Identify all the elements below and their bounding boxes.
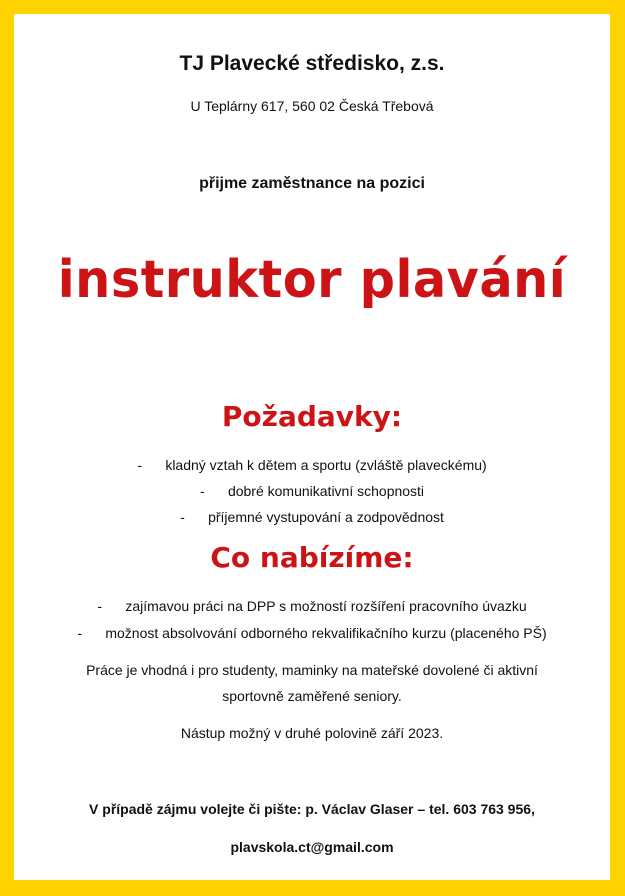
start-date: Nástup možný v druhé polovině září 2023.: [180, 725, 444, 741]
contact-email[interactable]: plavskola.ct@gmail.com: [230, 839, 394, 855]
requirements-heading: Požadavky:: [221, 400, 403, 433]
offer-text: možnost absolvování odborného rekvalifikačního kurzu (placeného PŠ): [105, 625, 547, 641]
position-title: instruktor plavání: [57, 250, 567, 310]
requirement-text: dobré komunikativní schopnosti: [227, 483, 425, 499]
requirement-item: [14, 509, 610, 525]
requirement-text: příjemné vystupování a zodpovědnost: [208, 509, 444, 525]
organization-address: U Teplárny 617, 560 02 Česká Třebová: [190, 98, 434, 114]
organization-name: TJ Plavecké středisko, z.s.: [179, 52, 445, 75]
requirement-text: kladný vztah k dětem a sportu (zvláště plaveckému): [165, 457, 487, 473]
offer-item: [14, 625, 610, 641]
poster: [14, 14, 610, 880]
requirement-item: [14, 457, 610, 473]
offer-heading: Co nabízíme:: [210, 541, 414, 574]
bullet-dash: -: [97, 598, 103, 614]
offer-item: [14, 598, 610, 614]
bullet-dash: -: [77, 625, 83, 641]
bullet-dash: -: [180, 509, 185, 525]
suitability-line-1: Práce je vhodná i pro studenty, maminky na mateřské dovolené či aktivní: [86, 662, 538, 678]
offer-text: zajímavou práci na DPP s možností rozšíření pracovního úvazku: [125, 598, 527, 614]
suitability-line-2: sportovně zaměřené seniory.: [222, 688, 402, 704]
hiring-line: přijme zaměstnance na pozici: [199, 175, 425, 192]
bullet-dash: -: [137, 457, 142, 473]
requirement-item: [14, 483, 610, 499]
bullet-dash: -: [199, 483, 205, 499]
contact-line: V případě zájmu volejte či pište: p. Václav Glaser – tel. 603 763 956,: [89, 801, 535, 817]
